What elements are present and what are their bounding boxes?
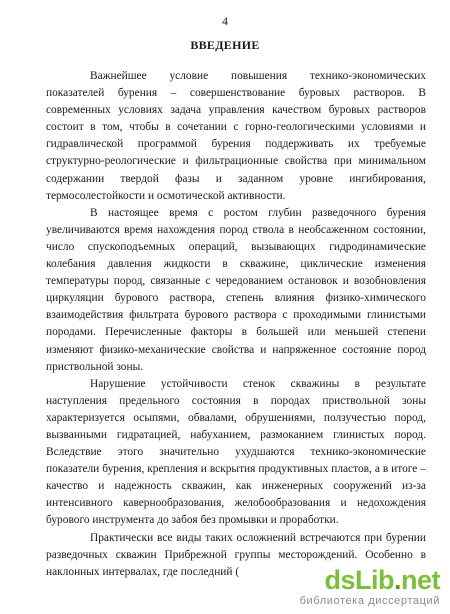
logo-tld: net [401,565,440,595]
dslib-logo [270,567,440,594]
section-heading: ВВЕДЕНИЕ [190,38,260,52]
page-number: 4 [222,14,228,28]
logo-main: dsLib [324,565,394,595]
watermark-tagline: библиотека диссертаций [299,595,440,607]
paragraph-1: Важнейшее условие повышения технико-экономических показателей бурения – совершенствование буровых растворов. В современных условиях задача управления качеством буровых растворов состоит в том, чтобы в сочетании с горно-геологическими условиями и гидравлической программой бурения поддерживать их требуемые структурно-реологические и фильтрационные свойства при минимальном содержании твердой фазы и заданном уровне ингибирования, термосолестойкости и осмотической активности. [46,70,426,202]
paragraph-3: Нарушение устойчивости стенок скважины в результате наступления предельного состояния в породах приствольной зоны характеризуется осыпями, обвалами, обрушениями, ползучестью пород, вызванными гидратацией, набуханием, размоканием глинистых пород. Вследствие этого значительно ухудшаются технико-экономические показатели бурения, крепления и вскрытия продуктивных пластов, а в итоге – качество и надежность скважин, как инженерных сооружений из-за интенсивного кавернообразования, желобообразования и недохождения бурового инструмента до забоя без промывки и проработки. [46,377,426,527]
paragraph-2: В настоящее время с ростом глубин разведочного бурения увеличиваются время нахождения пород ствола в необсаженном состоянии, число спускоподъемных операций, вызывающих гидродинамические колебания давления жидкости в скважине, циклические изменения температуры пород, связанные с чередованием остановок и возобновления циркуляции бурового раствора, степень влияния физико-химического взаимодействия фильтрата бурового раствора с проходимыми глинистыми породами. Перечисленные факторы в большей или меньшей степени изменяют физико-механические свойства и напряженное состояние пород приствольной зоны. [46,206,426,373]
document-body [46,68,426,581]
logo-dot: . [393,565,401,595]
dslib-watermark[interactable] [270,567,440,608]
paragraph-4: Практически все виды таких осложнений встречаются при бурении разведочных скважин Прибрежной группы месторождений. Особенно в наклонных интервалах, где последний ( [46,531,426,578]
